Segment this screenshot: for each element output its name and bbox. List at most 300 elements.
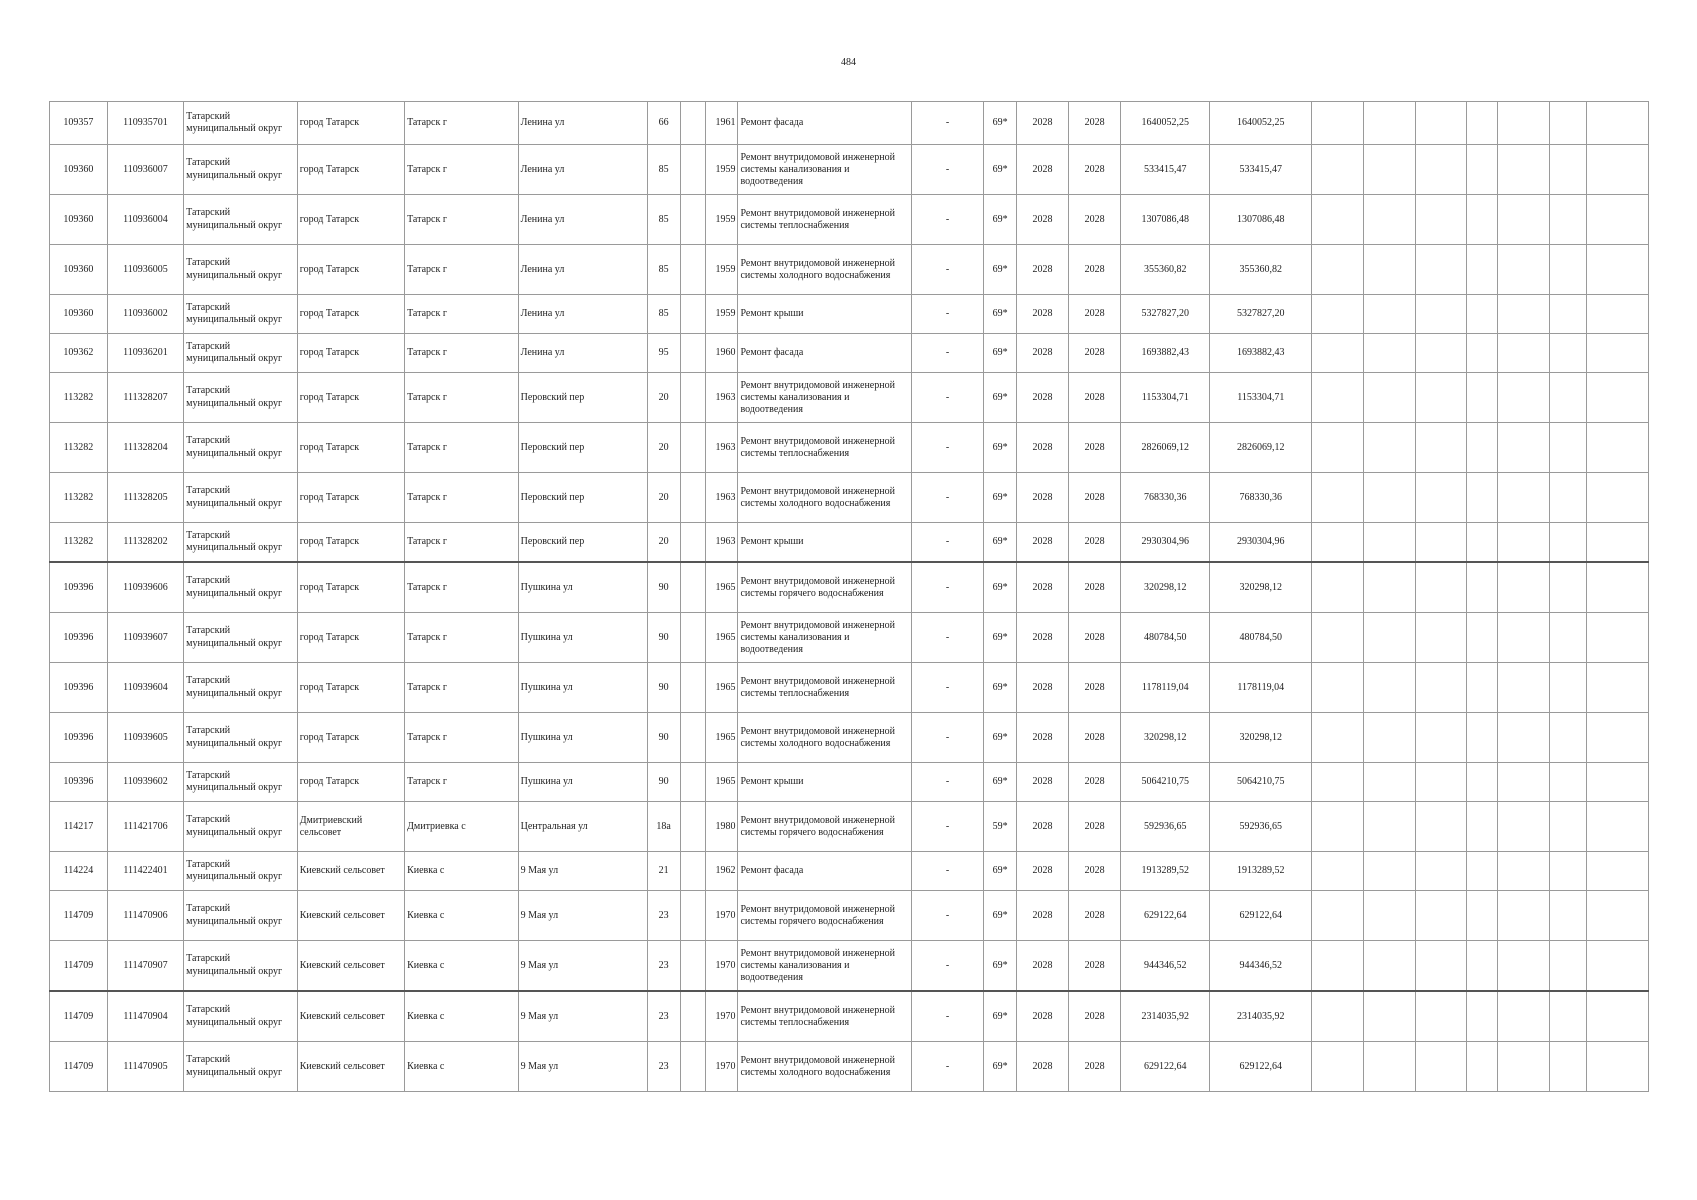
row-id-cell: 109360 bbox=[50, 195, 108, 245]
plan-year-cell: 2028 bbox=[1017, 763, 1069, 802]
table-row bbox=[50, 195, 1649, 245]
settlement-cell: город Татарск bbox=[297, 373, 404, 423]
plan-year-cell: 2028 bbox=[1017, 941, 1069, 992]
empty-cell bbox=[1586, 663, 1648, 713]
empty-cell bbox=[1586, 763, 1648, 802]
empty-cell bbox=[1549, 613, 1586, 663]
plan-year-end-cell: 2028 bbox=[1068, 195, 1121, 245]
empty-cell bbox=[1586, 195, 1648, 245]
work-code-cell: 111422401 bbox=[107, 852, 183, 891]
plan-year-end-cell: 2028 bbox=[1068, 802, 1121, 852]
plan-year-end-cell: 2028 bbox=[1068, 763, 1121, 802]
repair-registry-table bbox=[49, 101, 1649, 1092]
dash-cell: - bbox=[911, 102, 983, 145]
build-year-cell: 1970 bbox=[706, 991, 738, 1042]
empty-cell bbox=[1363, 763, 1415, 802]
wear-percent-cell: 69* bbox=[984, 613, 1017, 663]
settlement-cell: город Татарск bbox=[297, 473, 404, 523]
empty-cell bbox=[1467, 941, 1498, 992]
building-cell bbox=[680, 802, 706, 852]
wear-percent-cell: 69* bbox=[984, 523, 1017, 563]
work-type-cell: Ремонт внутридомовой инженерной системы канализования и водоотведения bbox=[738, 145, 911, 195]
house-number-cell: 20 bbox=[647, 373, 680, 423]
empty-cell bbox=[1467, 473, 1498, 523]
plan-year-end-cell: 2028 bbox=[1068, 562, 1121, 613]
work-code-cell: 111328205 bbox=[107, 473, 183, 523]
work-type-cell: Ремонт внутридомовой инженерной системы теплоснабжения bbox=[738, 991, 911, 1042]
empty-cell bbox=[1415, 802, 1467, 852]
empty-cell bbox=[1586, 245, 1648, 295]
table-row bbox=[50, 295, 1649, 334]
cost-fund-cell: 2930304,96 bbox=[1210, 523, 1312, 563]
row-id-cell: 114709 bbox=[50, 941, 108, 992]
work-type-cell: Ремонт фасада bbox=[738, 334, 911, 373]
empty-cell bbox=[1549, 473, 1586, 523]
street-cell: Перовский пер bbox=[518, 523, 647, 563]
empty-cell bbox=[1312, 145, 1364, 195]
work-code-cell: 111470906 bbox=[107, 891, 183, 941]
cost-fund-cell: 5064210,75 bbox=[1210, 763, 1312, 802]
empty-cell bbox=[1498, 663, 1550, 713]
locality-cell: Татарск г bbox=[405, 245, 519, 295]
wear-percent-cell: 69* bbox=[984, 1042, 1017, 1092]
wear-percent-cell: 69* bbox=[984, 102, 1017, 145]
plan-year-end-cell: 2028 bbox=[1068, 713, 1121, 763]
work-type-cell: Ремонт фасада bbox=[738, 102, 911, 145]
empty-cell bbox=[1415, 562, 1467, 613]
empty-cell bbox=[1312, 663, 1364, 713]
work-code-cell: 111328207 bbox=[107, 373, 183, 423]
work-code-cell: 110935701 bbox=[107, 102, 183, 145]
empty-cell bbox=[1586, 713, 1648, 763]
empty-cell bbox=[1363, 334, 1415, 373]
locality-cell: Татарск г bbox=[405, 295, 519, 334]
empty-cell bbox=[1363, 562, 1415, 613]
empty-cell bbox=[1586, 852, 1648, 891]
settlement-cell: Дмитриевский сельсовет bbox=[297, 802, 404, 852]
plan-year-end-cell: 2028 bbox=[1068, 663, 1121, 713]
cost-fund-cell: 1307086,48 bbox=[1210, 195, 1312, 245]
empty-cell bbox=[1467, 423, 1498, 473]
settlement-cell: город Татарск bbox=[297, 423, 404, 473]
work-code-cell: 110939602 bbox=[107, 763, 183, 802]
settlement-cell: город Татарск bbox=[297, 334, 404, 373]
empty-cell bbox=[1549, 195, 1586, 245]
empty-cell bbox=[1467, 145, 1498, 195]
house-number-cell: 95 bbox=[647, 334, 680, 373]
building-cell bbox=[680, 473, 706, 523]
empty-cell bbox=[1415, 423, 1467, 473]
house-number-cell: 85 bbox=[647, 295, 680, 334]
building-cell bbox=[680, 334, 706, 373]
empty-cell bbox=[1467, 373, 1498, 423]
plan-year-end-cell: 2028 bbox=[1068, 613, 1121, 663]
empty-cell bbox=[1498, 523, 1550, 563]
building-cell bbox=[680, 991, 706, 1042]
street-cell: Ленина ул bbox=[518, 102, 647, 145]
empty-cell bbox=[1467, 713, 1498, 763]
empty-cell bbox=[1586, 423, 1648, 473]
table-row bbox=[50, 523, 1649, 563]
building-cell bbox=[680, 423, 706, 473]
row-id-cell: 114217 bbox=[50, 802, 108, 852]
empty-cell bbox=[1586, 891, 1648, 941]
district-cell: Татарский муниципальный округ bbox=[184, 295, 298, 334]
empty-cell bbox=[1312, 195, 1364, 245]
cost-fund-cell: 1153304,71 bbox=[1210, 373, 1312, 423]
building-cell bbox=[680, 195, 706, 245]
street-cell: Перовский пер bbox=[518, 373, 647, 423]
district-cell: Татарский муниципальный округ bbox=[184, 473, 298, 523]
cost-fund-cell: 629122,64 bbox=[1210, 1042, 1312, 1092]
district-cell: Татарский муниципальный округ bbox=[184, 941, 298, 992]
empty-cell bbox=[1312, 523, 1364, 563]
work-type-cell: Ремонт крыши bbox=[738, 295, 911, 334]
table-row bbox=[50, 802, 1649, 852]
empty-cell bbox=[1415, 663, 1467, 713]
empty-cell bbox=[1586, 1042, 1648, 1092]
empty-cell bbox=[1498, 473, 1550, 523]
cost-fund-cell: 2826069,12 bbox=[1210, 423, 1312, 473]
table-row bbox=[50, 473, 1649, 523]
empty-cell bbox=[1312, 763, 1364, 802]
empty-cell bbox=[1363, 802, 1415, 852]
work-code-cell: 110936005 bbox=[107, 245, 183, 295]
empty-cell bbox=[1312, 334, 1364, 373]
empty-cell bbox=[1467, 334, 1498, 373]
work-code-cell: 110939604 bbox=[107, 663, 183, 713]
cost-fund-cell: 480784,50 bbox=[1210, 613, 1312, 663]
build-year-cell: 1965 bbox=[706, 763, 738, 802]
cost-total-cell: 5064210,75 bbox=[1121, 763, 1210, 802]
empty-cell bbox=[1363, 1042, 1415, 1092]
cost-total-cell: 320298,12 bbox=[1121, 562, 1210, 613]
build-year-cell: 1959 bbox=[706, 245, 738, 295]
empty-cell bbox=[1415, 373, 1467, 423]
row-id-cell: 109396 bbox=[50, 562, 108, 613]
plan-year-cell: 2028 bbox=[1017, 373, 1069, 423]
empty-cell bbox=[1467, 763, 1498, 802]
wear-percent-cell: 69* bbox=[984, 941, 1017, 992]
locality-cell: Татарск г bbox=[405, 562, 519, 613]
street-cell: Ленина ул bbox=[518, 295, 647, 334]
empty-cell bbox=[1363, 613, 1415, 663]
building-cell bbox=[680, 891, 706, 941]
work-code-cell: 110939605 bbox=[107, 713, 183, 763]
wear-percent-cell: 69* bbox=[984, 663, 1017, 713]
row-id-cell: 109396 bbox=[50, 663, 108, 713]
empty-cell bbox=[1363, 523, 1415, 563]
work-type-cell: Ремонт внутридомовой инженерной системы холодного водоснабжения bbox=[738, 473, 911, 523]
empty-cell bbox=[1312, 562, 1364, 613]
wear-percent-cell: 69* bbox=[984, 852, 1017, 891]
building-cell bbox=[680, 663, 706, 713]
plan-year-end-cell: 2028 bbox=[1068, 1042, 1121, 1092]
build-year-cell: 1965 bbox=[706, 663, 738, 713]
wear-percent-cell: 69* bbox=[984, 373, 1017, 423]
empty-cell bbox=[1312, 891, 1364, 941]
empty-cell bbox=[1363, 991, 1415, 1042]
empty-cell bbox=[1549, 941, 1586, 992]
empty-cell bbox=[1498, 102, 1550, 145]
building-cell bbox=[680, 763, 706, 802]
settlement-cell: Киевский сельсовет bbox=[297, 891, 404, 941]
empty-cell bbox=[1363, 102, 1415, 145]
empty-cell bbox=[1549, 334, 1586, 373]
street-cell: Ленина ул bbox=[518, 145, 647, 195]
plan-year-cell: 2028 bbox=[1017, 145, 1069, 195]
build-year-cell: 1970 bbox=[706, 891, 738, 941]
build-year-cell: 1961 bbox=[706, 102, 738, 145]
plan-year-end-cell: 2028 bbox=[1068, 991, 1121, 1042]
dash-cell: - bbox=[911, 713, 983, 763]
empty-cell bbox=[1467, 295, 1498, 334]
house-number-cell: 23 bbox=[647, 941, 680, 992]
cost-fund-cell: 944346,52 bbox=[1210, 941, 1312, 992]
dash-cell: - bbox=[911, 763, 983, 802]
empty-cell bbox=[1415, 145, 1467, 195]
cost-fund-cell: 320298,12 bbox=[1210, 713, 1312, 763]
empty-cell bbox=[1363, 891, 1415, 941]
empty-cell bbox=[1498, 891, 1550, 941]
empty-cell bbox=[1415, 713, 1467, 763]
empty-cell bbox=[1363, 245, 1415, 295]
empty-cell bbox=[1549, 991, 1586, 1042]
cost-fund-cell: 320298,12 bbox=[1210, 562, 1312, 613]
settlement-cell: город Татарск bbox=[297, 713, 404, 763]
build-year-cell: 1959 bbox=[706, 145, 738, 195]
district-cell: Татарский муниципальный округ bbox=[184, 562, 298, 613]
house-number-cell: 85 bbox=[647, 145, 680, 195]
empty-cell bbox=[1498, 334, 1550, 373]
empty-cell bbox=[1312, 852, 1364, 891]
dash-cell: - bbox=[911, 295, 983, 334]
wear-percent-cell: 69* bbox=[984, 145, 1017, 195]
empty-cell bbox=[1415, 195, 1467, 245]
table-row bbox=[50, 991, 1649, 1042]
settlement-cell: Киевский сельсовет bbox=[297, 852, 404, 891]
work-type-cell: Ремонт внутридомовой инженерной системы теплоснабжения bbox=[738, 195, 911, 245]
cost-total-cell: 944346,52 bbox=[1121, 941, 1210, 992]
wear-percent-cell: 69* bbox=[984, 891, 1017, 941]
district-cell: Татарский муниципальный округ bbox=[184, 852, 298, 891]
cost-total-cell: 2314035,92 bbox=[1121, 991, 1210, 1042]
locality-cell: Татарск г bbox=[405, 102, 519, 145]
build-year-cell: 1965 bbox=[706, 713, 738, 763]
table-row bbox=[50, 891, 1649, 941]
plan-year-cell: 2028 bbox=[1017, 195, 1069, 245]
table-row bbox=[50, 245, 1649, 295]
work-code-cell: 111470905 bbox=[107, 1042, 183, 1092]
cost-total-cell: 1640052,25 bbox=[1121, 102, 1210, 145]
work-type-cell: Ремонт внутридомовой инженерной системы холодного водоснабжения bbox=[738, 245, 911, 295]
empty-cell bbox=[1415, 891, 1467, 941]
street-cell: Ленина ул bbox=[518, 195, 647, 245]
district-cell: Татарский муниципальный округ bbox=[184, 663, 298, 713]
empty-cell bbox=[1549, 523, 1586, 563]
work-code-cell: 110936004 bbox=[107, 195, 183, 245]
street-cell: Пушкина ул bbox=[518, 713, 647, 763]
empty-cell bbox=[1467, 195, 1498, 245]
house-number-cell: 23 bbox=[647, 891, 680, 941]
street-cell: Перовский пер bbox=[518, 473, 647, 523]
table-row bbox=[50, 373, 1649, 423]
empty-cell bbox=[1467, 613, 1498, 663]
empty-cell bbox=[1415, 523, 1467, 563]
house-number-cell: 90 bbox=[647, 713, 680, 763]
work-type-cell: Ремонт крыши bbox=[738, 763, 911, 802]
empty-cell bbox=[1363, 195, 1415, 245]
house-number-cell: 21 bbox=[647, 852, 680, 891]
cost-total-cell: 480784,50 bbox=[1121, 613, 1210, 663]
building-cell bbox=[680, 1042, 706, 1092]
wear-percent-cell: 69* bbox=[984, 562, 1017, 613]
settlement-cell: Киевский сельсовет bbox=[297, 1042, 404, 1092]
plan-year-end-cell: 2028 bbox=[1068, 334, 1121, 373]
building-cell bbox=[680, 102, 706, 145]
work-code-cell: 111470904 bbox=[107, 991, 183, 1042]
build-year-cell: 1963 bbox=[706, 423, 738, 473]
build-year-cell: 1963 bbox=[706, 473, 738, 523]
cost-fund-cell: 1640052,25 bbox=[1210, 102, 1312, 145]
empty-cell bbox=[1586, 145, 1648, 195]
empty-cell bbox=[1549, 1042, 1586, 1092]
empty-cell bbox=[1467, 852, 1498, 891]
empty-cell bbox=[1586, 373, 1648, 423]
cost-total-cell: 2826069,12 bbox=[1121, 423, 1210, 473]
cost-total-cell: 2930304,96 bbox=[1121, 523, 1210, 563]
wear-percent-cell: 69* bbox=[984, 991, 1017, 1042]
cost-fund-cell: 2314035,92 bbox=[1210, 991, 1312, 1042]
locality-cell: Киевка с bbox=[405, 852, 519, 891]
street-cell: Ленина ул bbox=[518, 245, 647, 295]
street-cell: Пушкина ул bbox=[518, 663, 647, 713]
table-row bbox=[50, 334, 1649, 373]
empty-cell bbox=[1586, 562, 1648, 613]
dash-cell: - bbox=[911, 473, 983, 523]
table-row bbox=[50, 102, 1649, 145]
empty-cell bbox=[1549, 423, 1586, 473]
plan-year-end-cell: 2028 bbox=[1068, 473, 1121, 523]
empty-cell bbox=[1467, 245, 1498, 295]
plan-year-end-cell: 2028 bbox=[1068, 423, 1121, 473]
district-cell: Татарский муниципальный округ bbox=[184, 763, 298, 802]
district-cell: Татарский муниципальный округ bbox=[184, 145, 298, 195]
cost-total-cell: 1913289,52 bbox=[1121, 852, 1210, 891]
plan-year-cell: 2028 bbox=[1017, 891, 1069, 941]
settlement-cell: город Татарск bbox=[297, 145, 404, 195]
empty-cell bbox=[1498, 852, 1550, 891]
house-number-cell: 23 bbox=[647, 991, 680, 1042]
empty-cell bbox=[1549, 295, 1586, 334]
empty-cell bbox=[1549, 802, 1586, 852]
wear-percent-cell: 59* bbox=[984, 802, 1017, 852]
settlement-cell: Киевский сельсовет bbox=[297, 991, 404, 1042]
house-number-cell: 90 bbox=[647, 663, 680, 713]
district-cell: Татарский муниципальный округ bbox=[184, 373, 298, 423]
build-year-cell: 1963 bbox=[706, 523, 738, 563]
empty-cell bbox=[1312, 373, 1364, 423]
build-year-cell: 1959 bbox=[706, 295, 738, 334]
house-number-cell: 23 bbox=[647, 1042, 680, 1092]
cost-fund-cell: 533415,47 bbox=[1210, 145, 1312, 195]
dash-cell: - bbox=[911, 562, 983, 613]
empty-cell bbox=[1415, 1042, 1467, 1092]
house-number-cell: 18а bbox=[647, 802, 680, 852]
empty-cell bbox=[1498, 373, 1550, 423]
build-year-cell: 1970 bbox=[706, 1042, 738, 1092]
row-id-cell: 109396 bbox=[50, 713, 108, 763]
empty-cell bbox=[1363, 473, 1415, 523]
empty-cell bbox=[1312, 1042, 1364, 1092]
locality-cell: Киевка с bbox=[405, 991, 519, 1042]
house-number-cell: 90 bbox=[647, 763, 680, 802]
empty-cell bbox=[1467, 562, 1498, 613]
empty-cell bbox=[1415, 334, 1467, 373]
plan-year-end-cell: 2028 bbox=[1068, 145, 1121, 195]
table-row bbox=[50, 763, 1649, 802]
cost-total-cell: 629122,64 bbox=[1121, 891, 1210, 941]
plan-year-cell: 2028 bbox=[1017, 245, 1069, 295]
row-id-cell: 113282 bbox=[50, 473, 108, 523]
build-year-cell: 1963 bbox=[706, 373, 738, 423]
locality-cell: Татарск г bbox=[405, 713, 519, 763]
empty-cell bbox=[1363, 852, 1415, 891]
build-year-cell: 1965 bbox=[706, 613, 738, 663]
build-year-cell: 1980 bbox=[706, 802, 738, 852]
row-id-cell: 113282 bbox=[50, 523, 108, 563]
plan-year-end-cell: 2028 bbox=[1068, 523, 1121, 563]
empty-cell bbox=[1498, 145, 1550, 195]
plan-year-end-cell: 2028 bbox=[1068, 891, 1121, 941]
empty-cell bbox=[1586, 295, 1648, 334]
table-row bbox=[50, 145, 1649, 195]
empty-cell bbox=[1586, 613, 1648, 663]
locality-cell: Дмитриевка с bbox=[405, 802, 519, 852]
work-type-cell: Ремонт крыши bbox=[738, 523, 911, 563]
locality-cell: Татарск г bbox=[405, 523, 519, 563]
row-id-cell: 114709 bbox=[50, 991, 108, 1042]
work-code-cell: 110936007 bbox=[107, 145, 183, 195]
cost-total-cell: 320298,12 bbox=[1121, 713, 1210, 763]
plan-year-cell: 2028 bbox=[1017, 334, 1069, 373]
empty-cell bbox=[1363, 423, 1415, 473]
empty-cell bbox=[1498, 763, 1550, 802]
wear-percent-cell: 69* bbox=[984, 295, 1017, 334]
empty-cell bbox=[1312, 941, 1364, 992]
empty-cell bbox=[1549, 562, 1586, 613]
dash-cell: - bbox=[911, 891, 983, 941]
plan-year-end-cell: 2028 bbox=[1068, 245, 1121, 295]
cost-fund-cell: 1913289,52 bbox=[1210, 852, 1312, 891]
district-cell: Татарский муниципальный округ bbox=[184, 802, 298, 852]
page-number: 484 bbox=[841, 57, 856, 68]
settlement-cell: город Татарск bbox=[297, 102, 404, 145]
building-cell bbox=[680, 373, 706, 423]
row-id-cell: 114709 bbox=[50, 1042, 108, 1092]
settlement-cell: город Татарск bbox=[297, 613, 404, 663]
work-type-cell: Ремонт внутридомовой инженерной системы канализования и водоотведения bbox=[738, 373, 911, 423]
plan-year-end-cell: 2028 bbox=[1068, 295, 1121, 334]
wear-percent-cell: 69* bbox=[984, 713, 1017, 763]
district-cell: Татарский муниципальный округ bbox=[184, 334, 298, 373]
house-number-cell: 20 bbox=[647, 423, 680, 473]
empty-cell bbox=[1498, 802, 1550, 852]
empty-cell bbox=[1415, 102, 1467, 145]
row-id-cell: 109396 bbox=[50, 763, 108, 802]
work-type-cell: Ремонт внутридомовой инженерной системы теплоснабжения bbox=[738, 663, 911, 713]
build-year-cell: 1970 bbox=[706, 941, 738, 992]
